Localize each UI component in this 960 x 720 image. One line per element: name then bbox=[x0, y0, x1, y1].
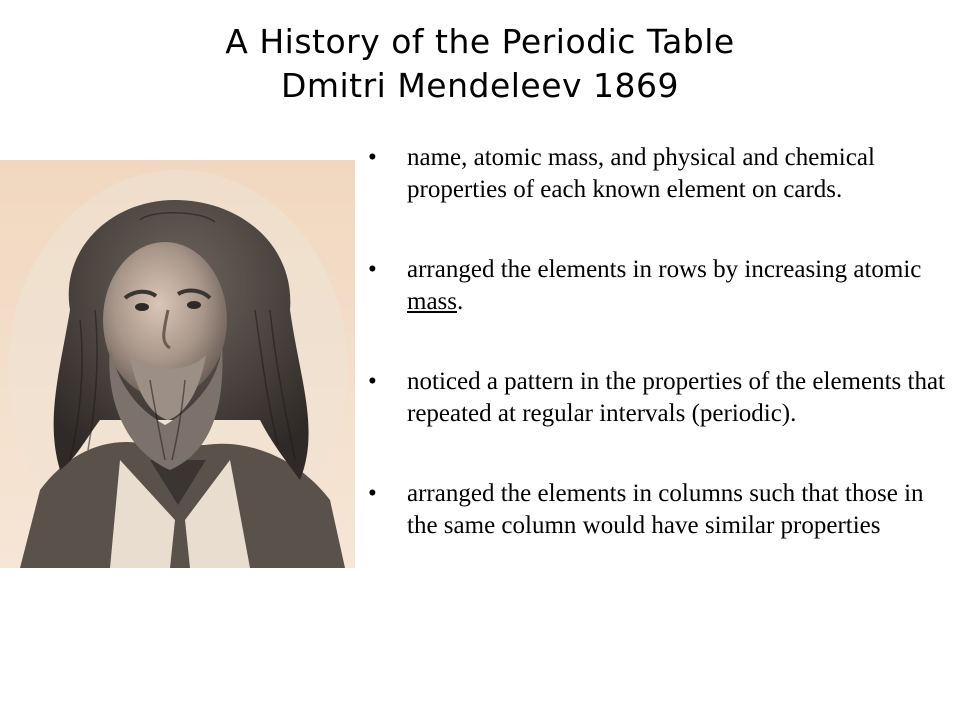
bullet-marker: • bbox=[368, 144, 377, 171]
bullet-item-cards bbox=[368, 142, 953, 206]
bullet-marker: • bbox=[368, 368, 377, 395]
bullet-text: name, atomic mass, and physical and chemical properties of each known element on cards. bbox=[407, 144, 875, 203]
bullet-item-rows bbox=[368, 254, 953, 318]
bullet-list bbox=[368, 142, 953, 542]
bullet-marker: • bbox=[368, 480, 377, 507]
title-line-1: A History of the Periodic Table bbox=[225, 22, 735, 61]
title-line-2: Dmitri Mendeleev 1869 bbox=[280, 66, 680, 105]
mendeleev-portrait bbox=[0, 160, 355, 568]
bullet-text-part: arranged the elements in rows by increasing atomic bbox=[407, 256, 922, 283]
mass-hyperlink[interactable]: mass bbox=[407, 288, 457, 315]
bullet-marker: • bbox=[368, 256, 377, 283]
bullet-item-columns bbox=[368, 478, 953, 542]
bullet-text: arranged the elements in columns such that those in the same column would have similar properties bbox=[407, 480, 924, 539]
bullet-text: noticed a pattern in the properties of the elements that repeated at regular intervals (periodic). bbox=[407, 368, 946, 427]
bullet-item-pattern bbox=[368, 366, 953, 430]
slide-title bbox=[0, 20, 960, 108]
portrait-engraving bbox=[0, 160, 355, 568]
bullet-text-part: . bbox=[457, 288, 464, 315]
